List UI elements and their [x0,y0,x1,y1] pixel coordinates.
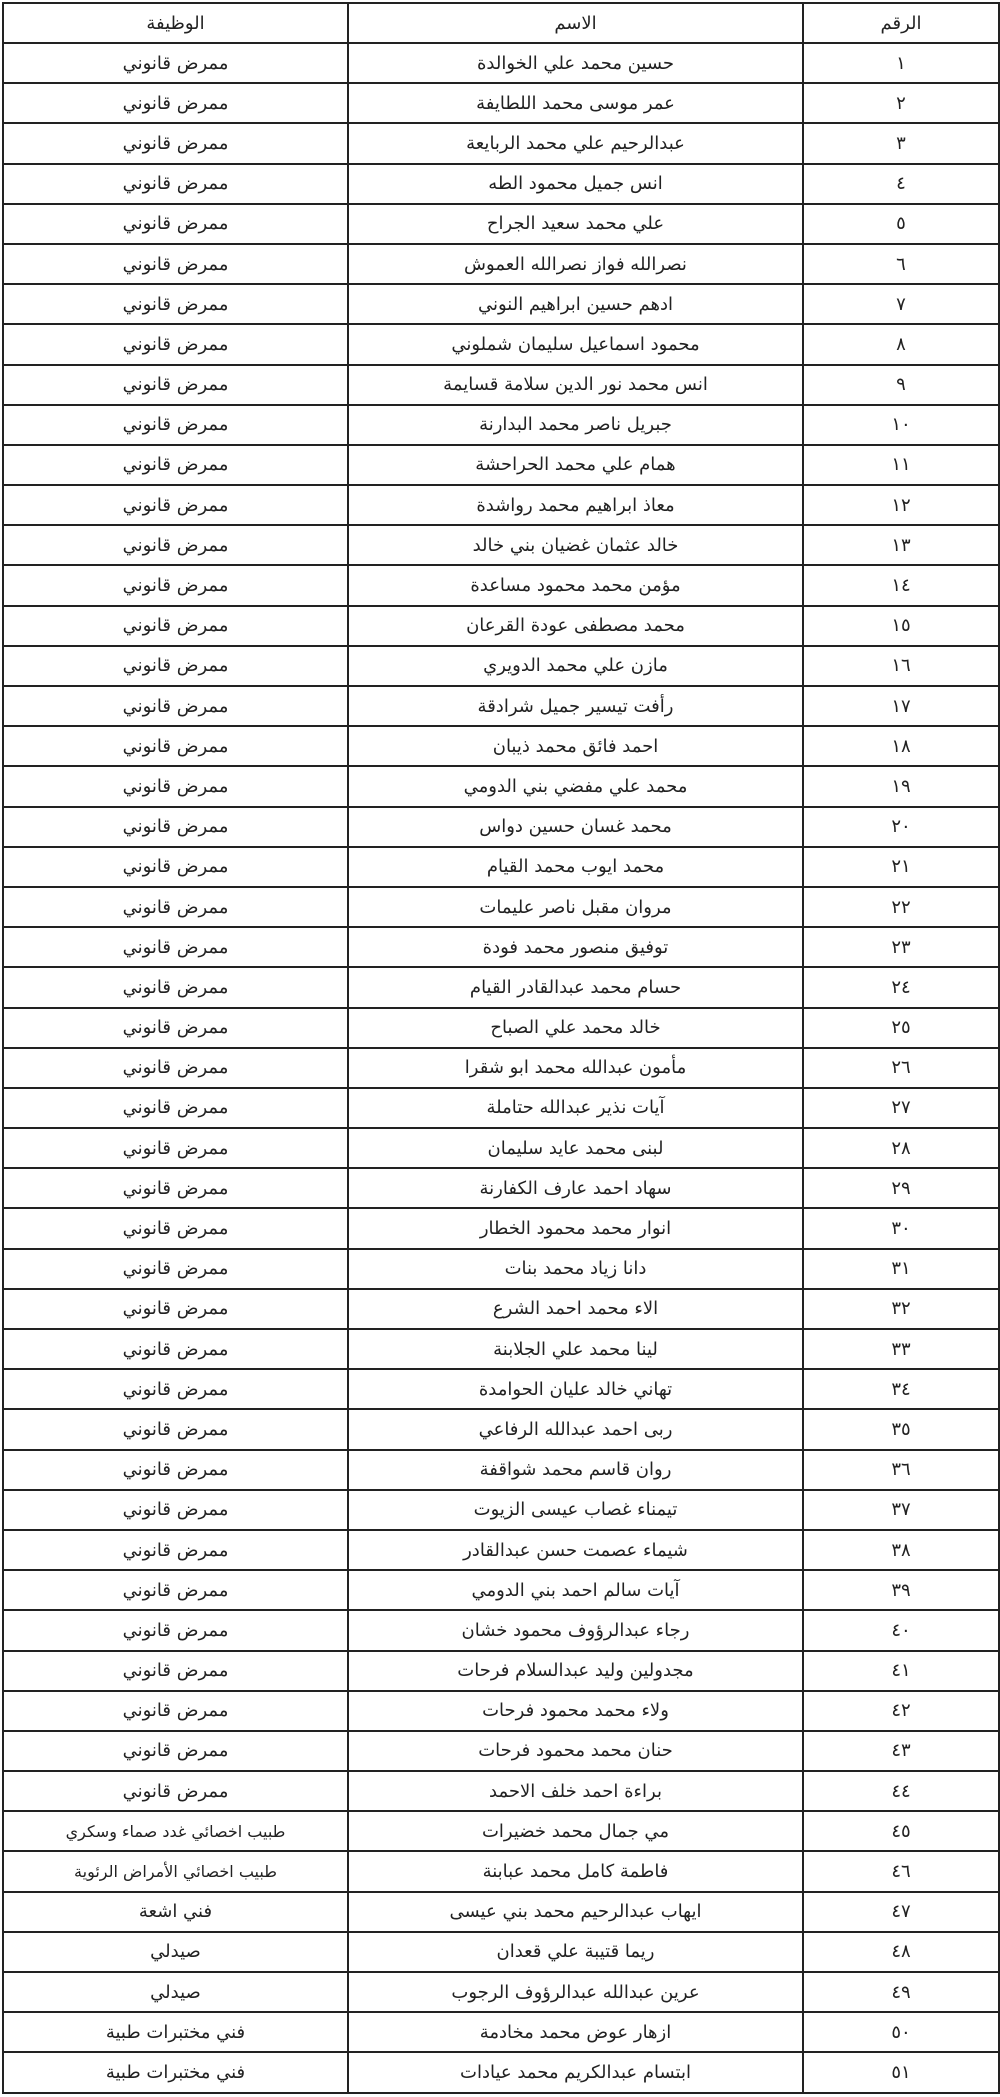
cell-name: احمد فائق محمد ذيبان [348,726,803,766]
table-row [3,927,999,967]
cell-job: ممرض قانوني [3,405,348,445]
cell-number: ١٣ [803,525,999,565]
table-row [3,1249,999,1289]
table-row [3,1409,999,1449]
table-row [3,1932,999,1972]
cell-name: ولاء محمد محمود فرحات [348,1691,803,1731]
cell-name: ازهار عوض محمد مخادمة [348,2012,803,2052]
cell-number: ٣٧ [803,1490,999,1530]
cell-job: ممرض قانوني [3,766,348,806]
cell-job: ممرض قانوني [3,1329,348,1369]
cell-number: ٣٤ [803,1369,999,1409]
cell-job: ممرض قانوني [3,1610,348,1650]
table-row [3,1490,999,1530]
cell-job: ممرض قانوني [3,887,348,927]
table-body [3,43,999,2093]
cell-number: ٤٣ [803,1731,999,1771]
cell-job: ممرض قانوني [3,365,348,405]
cell-job: ممرض قانوني [3,1651,348,1691]
cell-name: مجدولين وليد عبدالسلام فرحات [348,1651,803,1691]
table-row [3,2012,999,2052]
cell-job: ممرض قانوني [3,123,348,163]
cell-number: ٦ [803,244,999,284]
cell-number: ٢٤ [803,967,999,1007]
header-row [3,3,999,43]
cell-number: ٤٧ [803,1892,999,1932]
table-row [3,1128,999,1168]
cell-name: ايهاب عبدالرحيم محمد بني عيسى [348,1892,803,1932]
cell-number: ٤٦ [803,1851,999,1891]
table-row [3,807,999,847]
cell-number: ٥١ [803,2052,999,2093]
cell-name: ريما قتيبة علي قعدان [348,1932,803,1972]
cell-job: ممرض قانوني [3,164,348,204]
cell-name: خالد عثمان غضيان بني خالد [348,525,803,565]
cell-job: ممرض قانوني [3,847,348,887]
cell-job: فني اشعة [3,1892,348,1932]
table-row [3,1851,999,1891]
cell-job: طبيب اخصائي الأمراض الرئوية [3,1851,348,1891]
cell-number: ٤٠ [803,1610,999,1650]
header-name: الاسم [348,3,803,43]
cell-name: محمد مصطفى عودة القرعان [348,606,803,646]
cell-job: صيدلي [3,1972,348,2012]
table-row [3,967,999,1007]
cell-job: ممرض قانوني [3,1409,348,1449]
cell-name: محمد غسان حسين دواس [348,807,803,847]
cell-number: ٢٨ [803,1128,999,1168]
cell-job: ممرض قانوني [3,967,348,1007]
table-row [3,1369,999,1409]
cell-name: انوار محمد محمود الخطار [348,1208,803,1248]
table-row [3,1450,999,1490]
cell-name: عرين عبدالله عبدالرؤوف الرجوب [348,1972,803,2012]
table-row [3,1691,999,1731]
cell-name: توفيق منصور محمد فودة [348,927,803,967]
cell-number: ٤٩ [803,1972,999,2012]
table-row [3,1168,999,1208]
cell-number: ٢٩ [803,1168,999,1208]
cell-job: صيدلي [3,1932,348,1972]
cell-job: ممرض قانوني [3,606,348,646]
cell-name: همام علي محمد الحراحشة [348,445,803,485]
cell-number: ٢٦ [803,1048,999,1088]
employees-table [2,2,1000,2094]
cell-name: مازن علي محمد الدويري [348,646,803,686]
cell-name: عبدالرحيم علي محمد الربايعة [348,123,803,163]
cell-number: ٣ [803,123,999,163]
cell-name: محمد ايوب محمد القيام [348,847,803,887]
cell-number: ١٦ [803,646,999,686]
cell-job: ممرض قانوني [3,1008,348,1048]
table-row [3,1771,999,1811]
table-row [3,405,999,445]
cell-job: ممرض قانوني [3,1128,348,1168]
cell-number: ١٧ [803,686,999,726]
table-row [3,1008,999,1048]
cell-name: رجاء عبدالرؤوف محمود خشان [348,1610,803,1650]
table-row [3,1208,999,1248]
cell-number: ٣١ [803,1249,999,1289]
cell-name: الاء محمد احمد الشرع [348,1289,803,1329]
cell-job: ممرض قانوني [3,83,348,123]
table-row [3,1972,999,2012]
cell-job: ممرض قانوني [3,646,348,686]
table-row [3,324,999,364]
cell-number: ٤٢ [803,1691,999,1731]
table-row [3,1811,999,1851]
table-row [3,887,999,927]
cell-job: طبيب اخصائي غدد صماء وسكري [3,1811,348,1851]
cell-name: براءة احمد خلف الاحمد [348,1771,803,1811]
cell-number: ٣٣ [803,1329,999,1369]
cell-number: ٣٨ [803,1530,999,1570]
table-row [3,445,999,485]
cell-name: دانا زياد محمد بنات [348,1249,803,1289]
table-row [3,365,999,405]
cell-job: ممرض قانوني [3,204,348,244]
cell-job: ممرض قانوني [3,1369,348,1409]
table-row [3,83,999,123]
cell-name: سهاد احمد عارف الكفارنة [348,1168,803,1208]
cell-number: ٤٤ [803,1771,999,1811]
table-row [3,1530,999,1570]
cell-name: تهاني خالد عليان الحوامدة [348,1369,803,1409]
table-row [3,2052,999,2093]
cell-name: علي محمد سعيد الجراح [348,204,803,244]
cell-job: ممرض قانوني [3,43,348,83]
table-row [3,284,999,324]
cell-number: ١٠ [803,405,999,445]
cell-name: حسام محمد عبدالقادر القيام [348,967,803,1007]
cell-job: ممرض قانوني [3,485,348,525]
cell-number: ٤ [803,164,999,204]
cell-job: ممرض قانوني [3,1450,348,1490]
table-row [3,43,999,83]
cell-name: حنان محمد محمود فرحات [348,1731,803,1771]
table-row [3,726,999,766]
table-row [3,1610,999,1650]
cell-name: لينا محمد علي الجلابنة [348,1329,803,1369]
cell-number: ٢٧ [803,1088,999,1128]
table-row [3,525,999,565]
cell-number: ١٤ [803,565,999,605]
table-row [3,766,999,806]
cell-job: ممرض قانوني [3,1249,348,1289]
cell-number: ٤٥ [803,1811,999,1851]
cell-name: ابتسام عبدالكريم محمد عيادات [348,2052,803,2093]
cell-name: تيمناء غصاب عيسى الزيوت [348,1490,803,1530]
cell-job: ممرض قانوني [3,284,348,324]
cell-job: فني مختبرات طبية [3,2052,348,2093]
cell-job: ممرض قانوني [3,1490,348,1530]
cell-job: ممرض قانوني [3,1731,348,1771]
cell-name: آيات سالم احمد بني الدومي [348,1570,803,1610]
table-row [3,204,999,244]
cell-name: معاذ ابراهيم محمد رواشدة [348,485,803,525]
header-job: الوظيفة [3,3,348,43]
cell-name: انس جميل محمود الطه [348,164,803,204]
cell-job: ممرض قانوني [3,1088,348,1128]
table-row [3,1329,999,1369]
table-row [3,686,999,726]
cell-job: ممرض قانوني [3,525,348,565]
cell-number: ١ [803,43,999,83]
table-row [3,606,999,646]
cell-job: ممرض قانوني [3,1691,348,1731]
cell-job: ممرض قانوني [3,1168,348,1208]
cell-job: ممرض قانوني [3,726,348,766]
cell-name: شيماء عصمت حسن عبدالقادر [348,1530,803,1570]
cell-name: عمر موسى محمد اللطايفة [348,83,803,123]
cell-name: ربى احمد عبدالله الرفاعي [348,1409,803,1449]
cell-name: رأفت تيسير جميل شرادقة [348,686,803,726]
table-row [3,244,999,284]
cell-name: حسين محمد علي الخوالدة [348,43,803,83]
cell-number: ١١ [803,445,999,485]
table-row [3,1731,999,1771]
cell-name: جبريل ناصر محمد البدارنة [348,405,803,445]
table-row [3,485,999,525]
header-number: الرقم [803,3,999,43]
cell-name: مأمون عبدالله محمد ابو شقرا [348,1048,803,1088]
cell-name: مؤمن محمد محمود مساعدة [348,565,803,605]
table-row [3,1088,999,1128]
cell-job: ممرض قانوني [3,1771,348,1811]
cell-number: ٢٠ [803,807,999,847]
cell-number: ٤٨ [803,1932,999,1972]
table-row [3,565,999,605]
cell-number: ٧ [803,284,999,324]
cell-number: ٣٥ [803,1409,999,1449]
cell-job: ممرض قانوني [3,1289,348,1329]
cell-number: ٢١ [803,847,999,887]
cell-job: ممرض قانوني [3,1570,348,1610]
cell-number: ١٢ [803,485,999,525]
cell-number: ٣٩ [803,1570,999,1610]
cell-number: ١٥ [803,606,999,646]
cell-name: لبنى محمد عايد سليمان [348,1128,803,1168]
cell-number: ٢ [803,83,999,123]
cell-number: ٩ [803,365,999,405]
cell-job: ممرض قانوني [3,686,348,726]
table-row [3,646,999,686]
cell-number: ٥٠ [803,2012,999,2052]
cell-number: ٥ [803,204,999,244]
table-row [3,1048,999,1088]
cell-job: ممرض قانوني [3,1530,348,1570]
cell-name: ادهم حسين ابراهيم النوني [348,284,803,324]
cell-name: آيات نذير عبدالله حتاملة [348,1088,803,1128]
cell-number: ٢٥ [803,1008,999,1048]
cell-number: ١٨ [803,726,999,766]
table-row [3,1651,999,1691]
table-row [3,1289,999,1329]
table-row [3,164,999,204]
table-row [3,1570,999,1610]
cell-job: ممرض قانوني [3,324,348,364]
cell-job: ممرض قانوني [3,445,348,485]
cell-job: ممرض قانوني [3,927,348,967]
cell-name: روان قاسم محمد شواقفة [348,1450,803,1490]
cell-job: ممرض قانوني [3,1208,348,1248]
cell-name: مي جمال محمد خضيرات [348,1811,803,1851]
cell-name: محمد علي مفضي بني الدومي [348,766,803,806]
cell-name: انس محمد نور الدين سلامة قسايمة [348,365,803,405]
cell-name: فاطمة كامل محمد عبابنة [348,1851,803,1891]
cell-number: ٣٢ [803,1289,999,1329]
cell-number: ٤١ [803,1651,999,1691]
cell-job: ممرض قانوني [3,565,348,605]
cell-number: ٣٦ [803,1450,999,1490]
cell-number: ١٩ [803,766,999,806]
table-header [3,3,999,43]
cell-number: ٢٢ [803,887,999,927]
cell-job: فني مختبرات طبية [3,2012,348,2052]
cell-name: نصرالله فواز نصرالله العموش [348,244,803,284]
cell-name: خالد محمد علي الصباح [348,1008,803,1048]
table-row [3,123,999,163]
cell-job: ممرض قانوني [3,244,348,284]
cell-job: ممرض قانوني [3,807,348,847]
table-row [3,1892,999,1932]
cell-number: ٣٠ [803,1208,999,1248]
table-row [3,847,999,887]
cell-number: ٨ [803,324,999,364]
cell-job: ممرض قانوني [3,1048,348,1088]
cell-number: ٢٣ [803,927,999,967]
cell-name: مروان مقبل ناصر عليمات [348,887,803,927]
cell-name: محمود اسماعيل سليمان شملوني [348,324,803,364]
